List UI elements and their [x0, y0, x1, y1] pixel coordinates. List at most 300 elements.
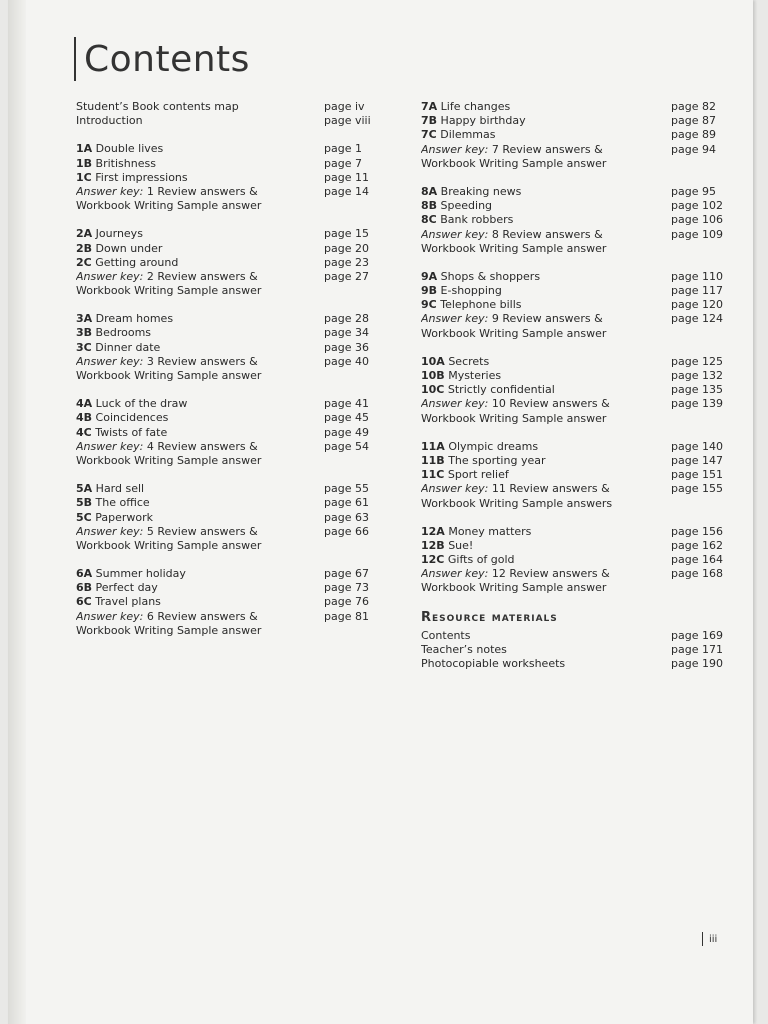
page-ref: page 49 — [324, 425, 369, 439]
resource-entry — [421, 629, 721, 643]
unit-code: 2B — [76, 241, 93, 255]
unit-title: Paperwork — [95, 510, 154, 524]
answer-key-line1: 1 Review answers & — [146, 184, 258, 198]
answer-key-line1: 7 Review answers & — [491, 142, 603, 156]
page-ref: page 171 — [671, 642, 723, 656]
page-ref: page viii — [324, 114, 371, 128]
page-ref: page 132 — [671, 369, 723, 382]
page-ref: page 102 — [671, 199, 723, 213]
unit-title: Happy birthday — [440, 114, 526, 128]
unit-title: Summer holiday — [95, 567, 186, 581]
unit-title: Telephone bills — [440, 298, 522, 312]
answer-key-label: Answer key: — [421, 142, 489, 156]
unit-code: 10A — [421, 354, 445, 368]
answer-key-line1: 10 Review answers & — [491, 397, 610, 411]
answer-key-entry — [421, 312, 721, 326]
entry-title — [76, 114, 324, 128]
contents-entry — [76, 157, 376, 171]
unit-code: 10B — [421, 369, 445, 382]
page-ref: page 45 — [324, 411, 369, 425]
unit-title: First impressions — [95, 170, 188, 184]
unit-title: Hard sell — [95, 482, 145, 496]
unit-title: E-shopping — [440, 284, 502, 298]
answer-key-line1: 5 Review answers & — [146, 524, 258, 538]
unit-title: Dilemmas — [440, 128, 496, 142]
entry-title — [421, 369, 671, 383]
answer-key-line2: Workbook Writing Sample answer — [76, 199, 262, 213]
page-ref: page 120 — [671, 298, 723, 312]
contents-entry — [76, 397, 376, 411]
page-ref: page 1 — [324, 142, 362, 156]
page-ref: page 109 — [671, 227, 723, 241]
contents-entry — [76, 581, 376, 595]
answer-key-text — [76, 355, 324, 369]
contents-entry — [76, 595, 376, 609]
entry-title — [76, 482, 324, 496]
right-groups — [421, 100, 721, 596]
answer-key-line1: 6 Review answers & — [146, 609, 258, 623]
entry-title — [76, 511, 324, 525]
page-ref: page 169 — [671, 628, 723, 642]
page-ref: page 106 — [671, 213, 723, 227]
page-ref: page 14 — [324, 184, 369, 198]
contents-group — [76, 100, 376, 128]
page-ref-empty — [671, 412, 721, 426]
answer-key-entry-cont — [76, 539, 376, 553]
entry-title — [421, 284, 671, 298]
answer-key-label: Answer key: — [76, 269, 144, 283]
answer-key-label: Answer key: — [421, 482, 489, 496]
page-ref: page 156 — [671, 524, 723, 538]
entry-title — [76, 312, 324, 326]
answer-key-text — [421, 482, 671, 496]
entry-title — [76, 397, 324, 411]
unit-code: 6A — [76, 567, 93, 581]
entry-title — [421, 383, 671, 397]
answer-key-text — [76, 270, 324, 284]
page-ref-empty — [324, 369, 376, 383]
contents-entry — [76, 411, 376, 425]
answer-key-label: Answer key: — [76, 609, 144, 623]
answer-key-entry — [76, 610, 376, 624]
entry-title — [421, 100, 671, 114]
answer-key-entry — [421, 397, 721, 411]
page-ref: page 135 — [671, 383, 723, 397]
unit-code: 8A — [421, 184, 438, 198]
contents-entry — [421, 383, 721, 397]
contents-group — [421, 525, 721, 596]
unit-title: Travel plans — [95, 595, 161, 609]
page-ref: page 15 — [324, 227, 369, 241]
unit-title: Shops & shoppers — [440, 269, 541, 283]
contents-group — [421, 355, 721, 426]
answer-key-text — [421, 567, 671, 581]
contents-entry — [421, 128, 721, 142]
page-ref: page 11 — [324, 170, 369, 184]
unit-code: 5A — [76, 482, 93, 496]
unit-title: Sue! — [448, 538, 474, 552]
answer-key-entry-cont — [76, 624, 376, 638]
unit-code: 12A — [421, 524, 445, 538]
unit-title: Luck of the draw — [95, 397, 188, 411]
entry-title — [421, 114, 671, 128]
answer-key-entry — [421, 228, 721, 242]
entry-title — [76, 256, 324, 270]
page-ref: page 7 — [324, 156, 362, 170]
contents-entry — [421, 468, 721, 482]
page-ref: page 151 — [671, 468, 723, 482]
page-ref: page 168 — [671, 567, 723, 581]
contents-entry — [76, 142, 376, 156]
answer-key-line2: Workbook Writing Sample answer — [76, 369, 262, 382]
unit-title: Sport relief — [447, 468, 509, 482]
page-ref: page 110 — [671, 269, 723, 283]
page-ref: page 117 — [671, 284, 723, 298]
unit-title: Student’s Book contents map — [76, 100, 239, 113]
page-ref: page 73 — [324, 581, 369, 595]
answer-key-line1: 8 Review answers & — [491, 227, 603, 241]
entry-title — [76, 496, 324, 510]
unit-title: Getting around — [95, 255, 179, 269]
entry-title — [421, 128, 671, 142]
unit-title: Mysteries — [448, 369, 502, 382]
page-ref: page 20 — [324, 241, 369, 255]
page-ref-empty — [671, 157, 721, 171]
answer-key-entry — [76, 185, 376, 199]
page-ref: page 82 — [671, 100, 716, 113]
page-ref: page 162 — [671, 538, 723, 552]
unit-code: 5C — [76, 510, 92, 524]
unit-code: 5B — [76, 496, 93, 510]
answer-key-text — [421, 312, 671, 326]
page-ref: page 54 — [324, 439, 369, 453]
answer-key-entry-cont — [421, 327, 721, 341]
unit-title: Down under — [95, 241, 163, 255]
page-ref: page 139 — [671, 397, 723, 411]
entry-title — [421, 355, 671, 369]
answer-key-line1: 3 Review answers & — [146, 354, 258, 368]
entry-title — [421, 298, 671, 312]
answer-key-entry — [76, 525, 376, 539]
page-ref: page 190 — [671, 657, 723, 670]
page-ref: page 124 — [671, 312, 723, 326]
entry-title — [421, 199, 671, 213]
page-ref: page 147 — [671, 453, 723, 467]
page-ref: page iv — [324, 100, 365, 113]
entry-title — [76, 157, 324, 171]
unit-code: 7B — [421, 114, 438, 128]
page-ref-empty — [671, 497, 721, 511]
contents-group — [76, 482, 376, 553]
page-ref: page 23 — [324, 255, 369, 269]
contents-entry — [76, 496, 376, 510]
answer-key-entry — [76, 440, 376, 454]
answer-key-line2: Workbook Writing Sample answer — [76, 623, 262, 637]
unit-title: Speeding — [440, 199, 493, 213]
contents-entry — [76, 256, 376, 270]
unit-title: Journeys — [95, 227, 143, 241]
folio-rule — [702, 932, 703, 946]
unit-code: 12B — [421, 538, 445, 552]
unit-code: 1C — [76, 170, 92, 184]
unit-code: 9B — [421, 284, 438, 298]
page-ref: page 36 — [324, 340, 369, 354]
unit-code: 9C — [421, 298, 437, 312]
entry-title — [421, 525, 671, 539]
answer-key-line1: 2 Review answers & — [146, 269, 258, 283]
page-ref: page 40 — [324, 354, 369, 368]
page-ref: page 67 — [324, 567, 369, 581]
contents-entry — [421, 284, 721, 298]
unit-code: 4B — [76, 411, 93, 425]
answer-key-text — [421, 143, 671, 157]
contents-entry — [421, 369, 721, 383]
answer-key-entry — [421, 482, 721, 496]
page-ref: page 89 — [671, 128, 716, 142]
contents-entry — [421, 525, 721, 539]
unit-code: 12C — [421, 553, 445, 567]
page-spine — [8, 0, 26, 1024]
answer-key-line2: Workbook Writing Sample answers — [421, 496, 613, 510]
answer-key-line1: 4 Review answers & — [146, 439, 258, 453]
page-ref: page 63 — [324, 510, 369, 524]
page-ref-empty — [324, 199, 376, 213]
folio-text: iii — [709, 933, 718, 945]
answer-key-entry — [421, 567, 721, 581]
page-ref: page 125 — [671, 354, 723, 368]
unit-title: Bedrooms — [95, 326, 152, 340]
entry-title — [76, 100, 324, 114]
unit-title: The office — [95, 496, 150, 510]
page-ref: page 81 — [324, 609, 369, 623]
unit-code: 3C — [76, 340, 92, 354]
resource-list — [421, 629, 721, 672]
answer-key-text — [421, 228, 671, 242]
unit-code: 11B — [421, 453, 445, 467]
answer-key-label: Answer key: — [76, 524, 144, 538]
page-ref: page 140 — [671, 439, 723, 453]
unit-title: Life changes — [440, 100, 511, 113]
unit-code: 9A — [421, 269, 438, 283]
page-ref: page 28 — [324, 312, 369, 326]
answer-key-text — [76, 525, 324, 539]
entry-title — [76, 242, 324, 256]
contents-entry — [76, 482, 376, 496]
answer-key-line2: Workbook Writing Sample answer — [76, 538, 262, 552]
resource-title: Photocopiable worksheets — [421, 657, 566, 670]
entry-title — [76, 227, 324, 241]
heading-rule — [74, 37, 76, 81]
entry-title — [76, 326, 324, 340]
page-ref: page 87 — [671, 114, 716, 128]
answer-key-entry-cont — [76, 454, 376, 468]
entry-title — [421, 270, 671, 284]
page-ref: page 41 — [324, 397, 369, 411]
answer-key-text — [421, 397, 671, 411]
entry-title — [76, 581, 324, 595]
page-ref: page 61 — [324, 496, 369, 510]
contents-entry — [421, 454, 721, 468]
unit-title: Dinner date — [95, 340, 161, 354]
answer-key-entry-cont — [76, 284, 376, 298]
contents-entry — [76, 511, 376, 525]
resource-title-text: Resource materials — [421, 609, 558, 625]
answer-key-entry-cont — [421, 497, 721, 511]
unit-code: 8C — [421, 213, 437, 227]
unit-title: Gifts of gold — [447, 553, 515, 567]
contents-entry — [76, 326, 376, 340]
page-ref-empty — [671, 327, 721, 341]
answer-key-text — [76, 185, 324, 199]
page-ref-empty — [324, 454, 376, 468]
unit-title: Money matters — [448, 524, 532, 538]
page-ref: page 55 — [324, 482, 369, 496]
resource-entry — [421, 657, 721, 671]
page-ref-empty — [324, 284, 376, 298]
answer-key-entry-cont — [421, 242, 721, 256]
contents-entry — [421, 114, 721, 128]
contents-group — [76, 567, 376, 638]
answer-key-line2: Workbook Writing Sample answer — [421, 581, 607, 595]
unit-title: Introduction — [76, 114, 143, 128]
answer-key-line1: 12 Review answers & — [491, 567, 610, 581]
unit-code: 10C — [421, 383, 445, 397]
unit-code: 7C — [421, 128, 437, 142]
page-ref-empty — [671, 581, 721, 595]
unit-code: 2A — [76, 227, 93, 241]
unit-code: 1B — [76, 156, 93, 170]
entry-title — [421, 468, 671, 482]
entry-title — [76, 171, 324, 185]
answer-key-entry-cont — [421, 581, 721, 595]
resource-title: Teacher’s notes — [421, 642, 507, 656]
contents-entry — [76, 100, 376, 114]
unit-title: Double lives — [95, 142, 164, 156]
unit-title: Strictly confidential — [447, 383, 555, 397]
contents-entry — [76, 426, 376, 440]
page-ref: page 27 — [324, 269, 369, 283]
answer-key-label: Answer key: — [76, 439, 144, 453]
contents-entry — [421, 553, 721, 567]
resource-title: Contents — [421, 628, 471, 642]
contents-column-left — [76, 100, 376, 652]
unit-title: Bank robbers — [440, 213, 514, 227]
unit-title: Breaking news — [440, 184, 522, 198]
contents-group — [76, 227, 376, 298]
contents-group — [421, 100, 721, 171]
entry-title — [76, 426, 324, 440]
resource-materials-title — [421, 610, 721, 625]
contents-entry — [421, 298, 721, 312]
entry-title — [76, 567, 324, 581]
answer-key-text — [76, 610, 324, 624]
page-ref: page 155 — [671, 482, 723, 496]
contents-entry — [76, 312, 376, 326]
contents-group — [76, 397, 376, 468]
answer-key-entry-cont — [421, 412, 721, 426]
answer-key-label: Answer key: — [76, 354, 144, 368]
entry-title — [76, 411, 324, 425]
page-ref: page 76 — [324, 595, 369, 609]
contents-group — [76, 142, 376, 213]
contents-group — [76, 312, 376, 383]
entry-title — [76, 142, 324, 156]
unit-code: 4C — [76, 425, 92, 439]
unit-code: 8B — [421, 199, 438, 213]
answer-key-line1: 11 Review answers & — [491, 482, 610, 496]
answer-key-entry-cont — [421, 157, 721, 171]
answer-key-label: Answer key: — [421, 397, 489, 411]
page-ref-empty — [324, 539, 376, 553]
resource-entry — [421, 643, 721, 657]
entry-title — [421, 213, 671, 227]
answer-key-label: Answer key: — [421, 567, 489, 581]
unit-code: 11A — [421, 439, 445, 453]
contents-entry — [76, 567, 376, 581]
unit-code: 11C — [421, 468, 445, 482]
contents-heading — [74, 36, 250, 82]
page-title: Contents — [84, 38, 250, 80]
unit-title: Secrets — [448, 354, 490, 368]
answer-key-line2: Workbook Writing Sample answer — [76, 453, 262, 467]
contents-entry — [76, 227, 376, 241]
page-ref: page 95 — [671, 184, 716, 198]
contents-group — [421, 270, 721, 341]
answer-key-line2: Workbook Writing Sample answer — [421, 326, 607, 340]
entry-title — [421, 185, 671, 199]
unit-code: 6C — [76, 595, 92, 609]
unit-code: 3B — [76, 326, 93, 340]
contents-entry — [76, 114, 376, 128]
contents-entry — [421, 539, 721, 553]
answer-key-entry — [76, 355, 376, 369]
unit-title: Britishness — [95, 156, 156, 170]
contents-entry — [421, 355, 721, 369]
book-page — [8, 0, 753, 1024]
page-ref-empty — [671, 242, 721, 256]
entry-title — [76, 595, 324, 609]
unit-title: Dream homes — [95, 312, 174, 326]
unit-title: Perfect day — [95, 581, 158, 595]
unit-title: Olympic dreams — [448, 439, 539, 453]
unit-code: 6B — [76, 581, 93, 595]
contents-entry — [76, 171, 376, 185]
answer-key-line2: Workbook Writing Sample answer — [421, 241, 607, 255]
contents-entry — [421, 270, 721, 284]
entry-title — [421, 553, 671, 567]
contents-entry — [76, 341, 376, 355]
answer-key-line1: 9 Review answers & — [491, 312, 603, 326]
contents-column-right — [421, 100, 721, 671]
answer-key-entry — [76, 270, 376, 284]
contents-entry — [421, 199, 721, 213]
contents-group — [421, 440, 721, 511]
contents-entry — [421, 185, 721, 199]
page-ref: page 94 — [671, 142, 716, 156]
unit-code: 7A — [421, 100, 438, 113]
answer-key-line2: Workbook Writing Sample answer — [76, 284, 262, 298]
answer-key-label: Answer key: — [421, 312, 489, 326]
entry-title — [421, 440, 671, 454]
answer-key-line2: Workbook Writing Sample answer — [421, 156, 607, 170]
entry-title — [421, 454, 671, 468]
contents-entry — [76, 242, 376, 256]
answer-key-text — [76, 440, 324, 454]
answer-key-label: Answer key: — [76, 184, 144, 198]
contents-group — [421, 185, 721, 256]
entry-title — [76, 341, 324, 355]
page-ref: page 164 — [671, 553, 723, 567]
